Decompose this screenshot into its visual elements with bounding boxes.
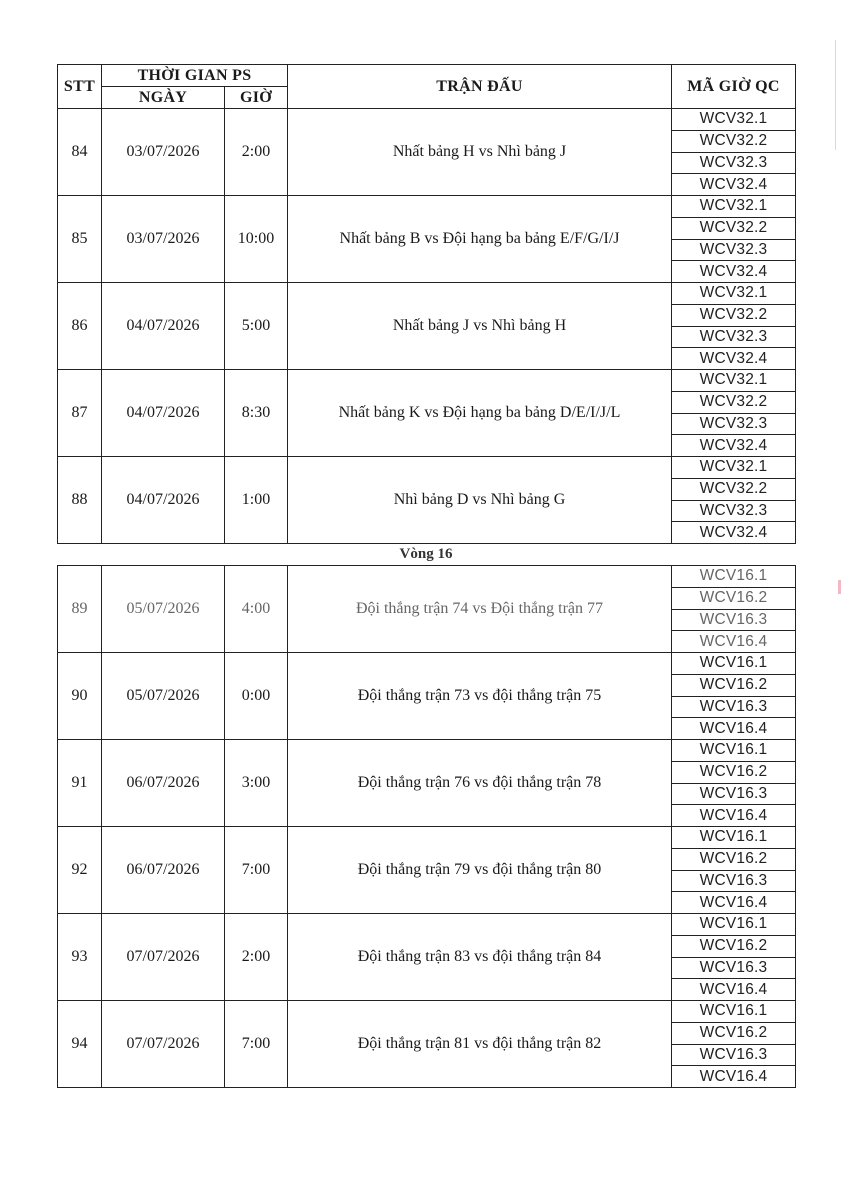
- match-cell: Nhất bảng K vs Đội hạng ba bảng D/E/I/J/L: [288, 370, 672, 457]
- table-row: [58, 566, 796, 588]
- stt-cell: 91: [58, 740, 102, 827]
- date-cell: 04/07/2026: [102, 457, 225, 544]
- date-cell: 04/07/2026: [102, 283, 225, 370]
- match-cell: Đội thắng trận 73 vs đội thắng trận 75: [288, 653, 672, 740]
- match-cell: Đội thắng trận 83 vs đội thắng trận 84: [288, 914, 672, 1001]
- table-row: [58, 283, 796, 305]
- ad-code-cell: WCV16.1: [672, 653, 796, 675]
- ad-code-cell: WCV16.4: [672, 892, 796, 914]
- ad-code-cell: WCV16.1: [672, 1001, 796, 1023]
- table-row: [58, 109, 796, 131]
- ad-code-cell: WCV16.3: [672, 957, 796, 979]
- ad-code-cell: WCV16.3: [672, 696, 796, 718]
- stt-cell: 84: [58, 109, 102, 196]
- round-of-32-rows: [58, 109, 796, 544]
- ad-code-cell: WCV16.4: [672, 1066, 796, 1088]
- stt-cell: 87: [58, 370, 102, 457]
- date-cell: 07/07/2026: [102, 914, 225, 1001]
- time-cell: 1:00: [225, 457, 288, 544]
- ad-code-cell: WCV16.3: [672, 870, 796, 892]
- table-row: [58, 370, 796, 392]
- ad-code-cell: WCV16.4: [672, 631, 796, 653]
- ad-code-cell: WCV32.1: [672, 196, 796, 218]
- ad-code-cell: WCV32.1: [672, 370, 796, 392]
- ad-code-cell: WCV32.3: [672, 239, 796, 261]
- ad-code-cell: WCV32.2: [672, 217, 796, 239]
- ad-code-cell: WCV32.2: [672, 130, 796, 152]
- round-of-16-rows: [58, 566, 796, 1088]
- ad-code-cell: WCV32.4: [672, 174, 796, 196]
- header-time-group: THỜI GIAN PS: [102, 65, 288, 87]
- time-cell: 2:00: [225, 914, 288, 1001]
- ad-code-cell: WCV16.3: [672, 1044, 796, 1066]
- date-cell: 03/07/2026: [102, 109, 225, 196]
- time-cell: 7:00: [225, 1001, 288, 1088]
- stt-cell: 94: [58, 1001, 102, 1088]
- date-cell: 05/07/2026: [102, 566, 225, 653]
- ad-code-cell: WCV16.2: [672, 587, 796, 609]
- schedule-table-16: [57, 565, 796, 1088]
- match-cell: Đội thắng trận 76 vs đội thắng trận 78: [288, 740, 672, 827]
- schedule-table-32: [57, 64, 796, 544]
- time-cell: 5:00: [225, 283, 288, 370]
- time-cell: 10:00: [225, 196, 288, 283]
- date-cell: 03/07/2026: [102, 196, 225, 283]
- header-hour: GIỜ: [225, 87, 288, 109]
- ad-code-cell: WCV32.3: [672, 413, 796, 435]
- match-cell: Đội thắng trận 81 vs đội thắng trận 82: [288, 1001, 672, 1088]
- table-row: [58, 457, 796, 479]
- header-stt: STT: [58, 65, 102, 109]
- ad-code-cell: WCV16.1: [672, 914, 796, 936]
- table-row: [58, 740, 796, 762]
- time-cell: 7:00: [225, 827, 288, 914]
- ad-code-cell: WCV32.1: [672, 283, 796, 305]
- ad-code-cell: WCV16.3: [672, 609, 796, 631]
- table-row: [58, 653, 796, 675]
- ad-code-cell: WCV16.1: [672, 827, 796, 849]
- ad-code-cell: WCV32.1: [672, 109, 796, 131]
- ad-code-cell: WCV16.4: [672, 979, 796, 1001]
- stt-cell: 92: [58, 827, 102, 914]
- date-cell: 06/07/2026: [102, 827, 225, 914]
- ad-code-cell: WCV16.1: [672, 740, 796, 762]
- ad-code-cell: WCV32.1: [672, 457, 796, 479]
- scan-edge-mark: [835, 40, 836, 150]
- date-cell: 05/07/2026: [102, 653, 225, 740]
- match-cell: Đội thắng trận 74 vs Đội thắng trận 77: [288, 566, 672, 653]
- ad-code-cell: WCV32.4: [672, 348, 796, 370]
- ad-code-cell: WCV32.3: [672, 500, 796, 522]
- table-row: [58, 827, 796, 849]
- time-cell: 2:00: [225, 109, 288, 196]
- match-cell: Nhất bảng B vs Đội hạng ba bảng E/F/G/I/J: [288, 196, 672, 283]
- ad-code-cell: WCV16.2: [672, 935, 796, 957]
- date-cell: 07/07/2026: [102, 1001, 225, 1088]
- header-date: NGÀY: [102, 87, 225, 109]
- round-label: Vòng 16: [399, 546, 453, 562]
- match-cell: Nhất bảng J vs Nhì bảng H: [288, 283, 672, 370]
- time-cell: 4:00: [225, 566, 288, 653]
- date-cell: 06/07/2026: [102, 740, 225, 827]
- ad-code-cell: WCV16.3: [672, 783, 796, 805]
- time-cell: 0:00: [225, 653, 288, 740]
- stt-cell: 93: [58, 914, 102, 1001]
- ad-code-cell: WCV32.3: [672, 326, 796, 348]
- header-ad-code: MÃ GIỜ QC: [672, 65, 796, 109]
- ad-code-cell: WCV16.2: [672, 848, 796, 870]
- ad-code-cell: WCV32.2: [672, 304, 796, 326]
- date-cell: 04/07/2026: [102, 370, 225, 457]
- ad-code-cell: WCV32.4: [672, 261, 796, 283]
- ad-code-cell: WCV16.4: [672, 805, 796, 827]
- schedule-sheet: [57, 64, 795, 1088]
- ad-code-cell: WCV16.2: [672, 674, 796, 696]
- ad-code-cell: WCV32.4: [672, 435, 796, 457]
- ad-code-cell: WCV32.2: [672, 391, 796, 413]
- time-cell: 8:30: [225, 370, 288, 457]
- table-row: [58, 1001, 796, 1023]
- header-match: TRẬN ĐẤU: [288, 65, 672, 109]
- ad-code-cell: WCV16.1: [672, 566, 796, 588]
- ad-code-cell: WCV32.2: [672, 478, 796, 500]
- match-cell: Nhì bảng D vs Nhì bảng G: [288, 457, 672, 544]
- ad-code-cell: WCV16.4: [672, 718, 796, 740]
- table-row: [58, 914, 796, 936]
- stt-cell: 88: [58, 457, 102, 544]
- match-cell: Nhất bảng H vs Nhì bảng J: [288, 109, 672, 196]
- match-cell: Đội thắng trận 79 vs đội thắng trận 80: [288, 827, 672, 914]
- time-cell: 3:00: [225, 740, 288, 827]
- stt-cell: 90: [58, 653, 102, 740]
- ad-code-cell: WCV16.2: [672, 761, 796, 783]
- stt-cell: 85: [58, 196, 102, 283]
- ad-code-cell: WCV32.4: [672, 522, 796, 544]
- stt-cell: 89: [58, 566, 102, 653]
- table-row: [58, 196, 796, 218]
- ad-code-cell: WCV32.3: [672, 152, 796, 174]
- ad-code-cell: WCV16.2: [672, 1022, 796, 1044]
- stt-cell: 86: [58, 283, 102, 370]
- scan-edge-mark: [838, 580, 841, 594]
